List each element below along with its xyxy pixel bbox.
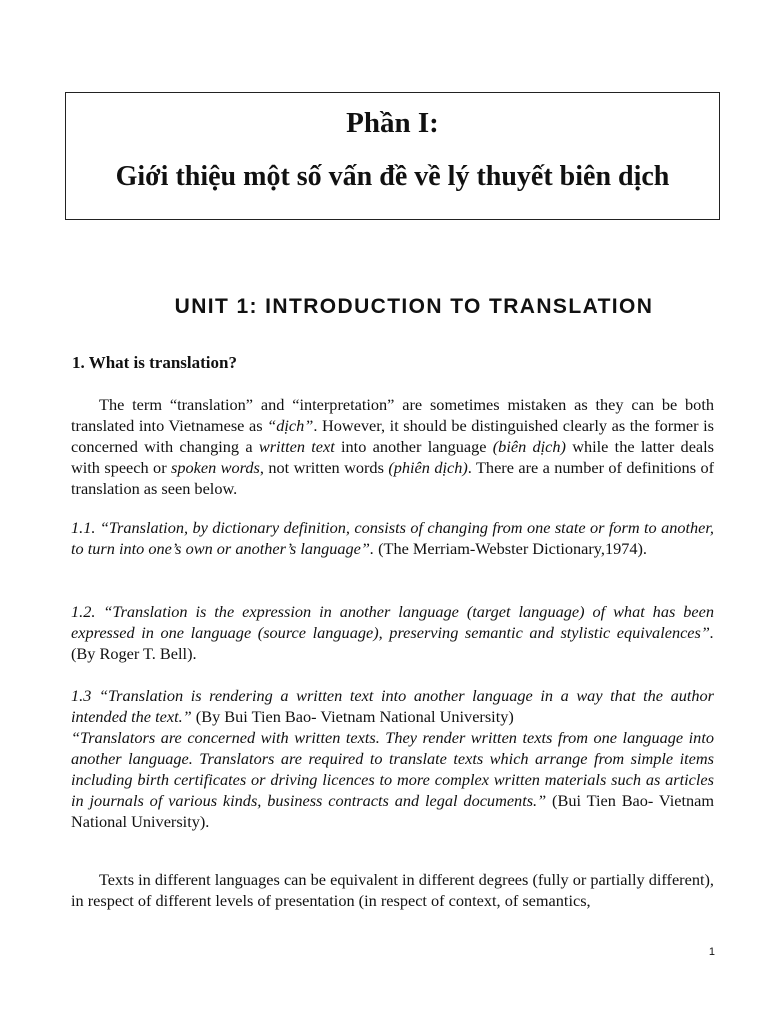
text-run: Texts in different languages can be equivalent in different degrees (fully or partially different), in respect of different levels of presentation (in respect of context, of semantics, <box>71 870 714 910</box>
text-run: . There are a number of definitions of translation as seen below. <box>71 458 715 498</box>
definition-1-1 <box>71 517 714 559</box>
paragraph-intro <box>71 394 714 499</box>
text-run: (By Roger T. Bell). <box>71 644 197 663</box>
italic-run: (phiên dịch) <box>388 458 468 477</box>
text-run: . However, it should be distinguished clearly as the former is concerned with changing a <box>71 416 715 456</box>
italic-run: spoken words <box>171 458 260 477</box>
italic-run: 1.3 “Translation is rendering a written text into another language in a way that the author intended the text.” <box>71 686 714 726</box>
definition-1-3 <box>71 685 714 832</box>
part-title: Phần I: <box>346 107 439 139</box>
text-run: (By Bui Tien Bao- Vietnam National University) <box>191 707 514 726</box>
part-title-box <box>65 92 720 220</box>
text-run: into another language <box>334 437 493 456</box>
text-run: (The Merriam-Webster Dictionary,1974). <box>374 539 648 558</box>
section-heading: 1. What is translation? <box>72 353 237 372</box>
italic-run: 1.1. “Translation, by dictionary definition, consists of changing from one state or form to another, to turn into one’s own or another’s language”. <box>71 518 714 558</box>
unit-heading: UNIT 1: INTRODUCTION TO TRANSLATION <box>174 295 654 318</box>
italic-run: written text <box>258 437 335 456</box>
text-run: while the latter deals with speech or <box>71 437 715 477</box>
italic-run: “dịch” <box>267 416 314 435</box>
text-run: The term “translation” and “interpretation” are sometimes mistaken as they can be both translated into Vietnamese as <box>71 395 714 435</box>
text-run: (Bui Tien Bao- Vietnam National University). <box>71 791 714 831</box>
text-run: , not written words <box>259 458 389 477</box>
italic-run: “Translators are concerned with written texts. They render written texts from one language into another language. Translators are required to translate texts which arrange from simple items including birth certificates or driving licences to more complex written materials such as articles in journals of various kinds, business contracts and legal documents.” <box>71 728 714 810</box>
part-subtitle: Giới thiệu một số vấn đề về lý thuyết biên dịch <box>115 161 670 192</box>
page-number: 1 <box>708 946 715 958</box>
italic-run: 1.2. “Translation is the expression in another language (target language) of what has been expressed in one language (source language), preserving semantic and stylistic equivalences”. <box>71 602 714 642</box>
italic-run: (biên dịch) <box>492 437 566 456</box>
definition-1-2 <box>71 601 714 664</box>
paragraph-equivalence <box>71 869 714 911</box>
